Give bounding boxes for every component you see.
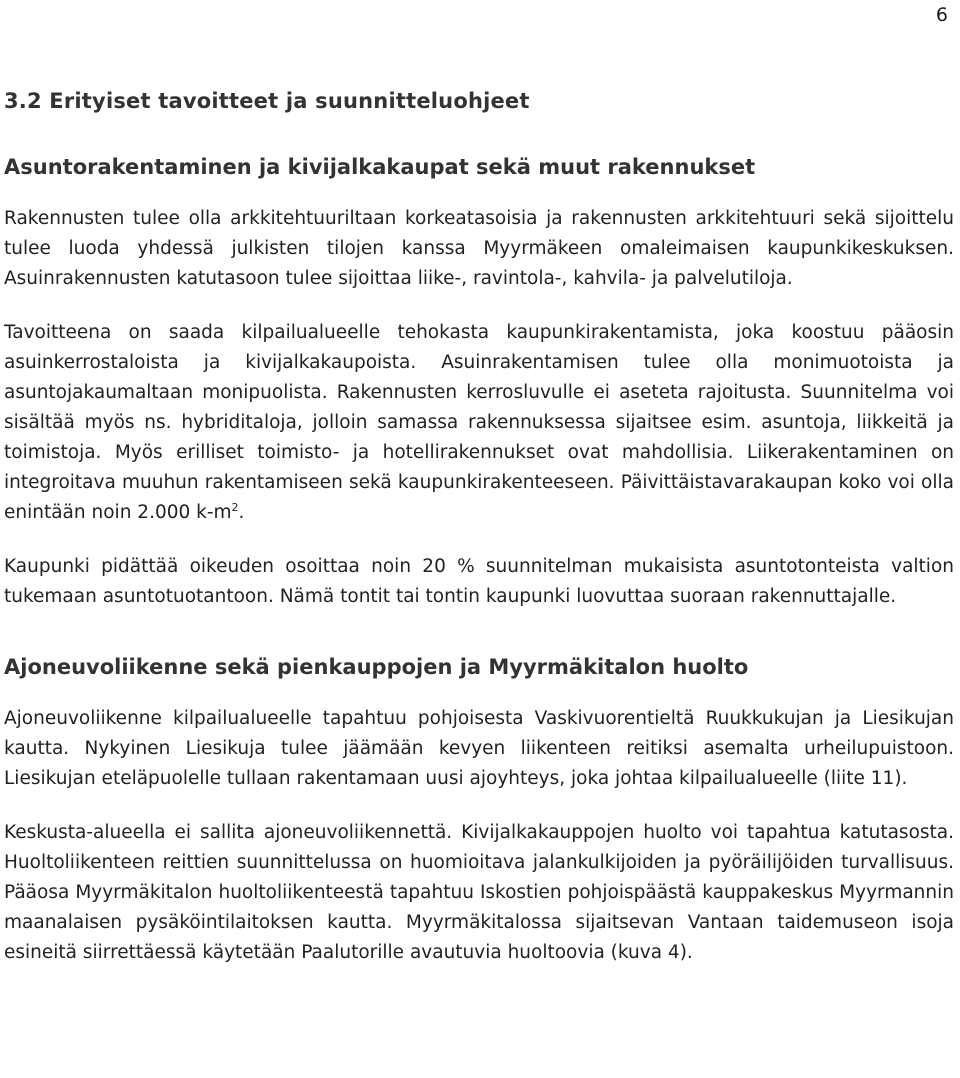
paragraph-maintenance: Keskusta-alueella ei sallita ajoneuvoliikennettä. Kivijalkakauppojen huolto voi tapahtua katutasosta. Huoltoliikenteen reittien suunnittelussa on huomioitava jalankulkijoiden ja pyöräilijöiden turvallisuus. Pääosa Myyrmäkitalon huoltoliikenteestä tapahtuu Iskostien pohjoispäästä kauppakeskus Myyrmannin maanalaisen pysäköintilaitoksen kautta. Myyrmäkitalossa sijaitsevan Vantaan taidemuseon isoja esineitä siirrettäessä käytetään Paalutorille avautuvia huoltoovia (kuva 4). <box>4 822 954 963</box>
paragraph-state-housing: Kaupunki pidättää oikeuden osoittaa noin 20 % suunnitelman mukaisista asuntotonteista valtion tukemaan asuntotuotantoon. Nämä tontit tai tontin kaupunki luovuttaa suoraan rakennuttajalle. <box>4 556 954 607</box>
document-body <box>4 86 954 968</box>
subheading-housing: Asuntorakentaminen ja kivijalkakaupat sekä muut rakennukset <box>4 155 756 179</box>
paragraph-goals-text: Tavoitteena on saada kilpailualueelle tehokasta kaupunkirakentamista, joka koostuu pääosin asuinkerrostaloista ja kivijalkakaupoista. Asuinrakentamisen tulee olla monimuotoista ja asuntojakaumaltaan monipuolista. Rakennusten kerrosluvulle ei aseteta rajoitusta. Suunnitelma voi sisältää myös ns. hybriditaloja, jolloin samassa rakennuksessa sijaitsee esim. asuntoja, liikkeitä ja toimistoja. Myös erilliset toimisto- ja hotellirakennukset ovat mahdollisia. Liikerakentaminen on integroitava muuhun rakentamiseen sekä kaupunkirakenteeseen. Päivittäistavarakaupan koko voi olla enintään noin 2.000 k-m <box>4 322 954 523</box>
paragraph-vehicle-traffic: Ajoneuvoliikenne kilpailualueelle tapahtuu pohjoisesta Vaskivuorentieltä Ruukkukujan ja Liesikujan kautta. Nykyinen Liesikuja tulee jäämään kevyen liikenteen reitiksi asemalta urheilupuistoon. Liesikujan eteläpuolelle tullaan rakentamaan uusi ajoyhteys, joka johtaa kilpailualueelle (liite 11). <box>4 708 954 789</box>
superscript-2: 2 <box>231 500 239 514</box>
paragraph-architecture: Rakennusten tulee olla arkkitehtuuriltaan korkeatasoisia ja rakennusten arkkitehtuuri sekä sijoittelu tulee luoda yhdessä julkisten tilojen kanssa Myyrmäkeen omaleimaisen kaupunkikeskuksen. Asuinrakennusten katutasoon tulee sijoittaa liike-, ravintola-, kahvila- ja palvelutiloja. <box>4 208 954 289</box>
paragraph-goals <box>4 318 954 528</box>
page-number: 6 <box>935 4 948 26</box>
paragraph-goals-trailing: . <box>238 502 245 523</box>
section-heading: 3.2 Erityiset tavoitteet ja suunnitteluohjeet <box>4 89 530 113</box>
subheading-traffic: Ajoneuvoliikenne sekä pienkauppojen ja Myyrmäkitalon huolto <box>4 655 749 679</box>
